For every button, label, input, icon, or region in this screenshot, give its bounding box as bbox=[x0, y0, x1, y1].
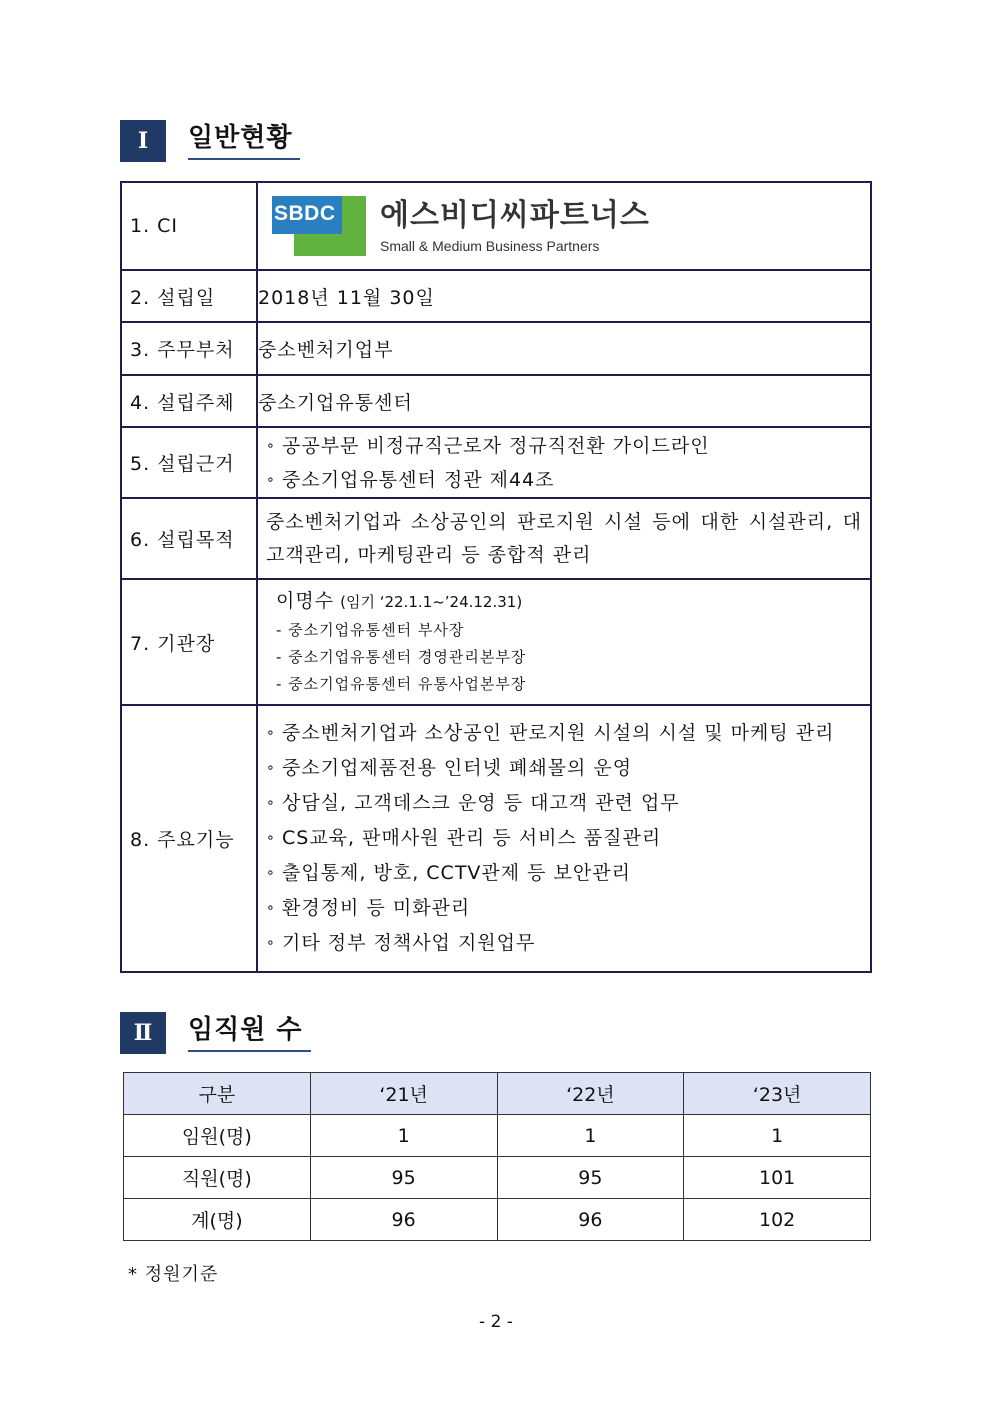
table-cell: 1 bbox=[497, 1115, 684, 1157]
table-cell: 임원(명) bbox=[124, 1115, 311, 1157]
footnote: * 정원기준 bbox=[128, 1264, 219, 1285]
functions-cell bbox=[257, 705, 871, 972]
ministry-label: 3. 주무부처 bbox=[121, 322, 257, 375]
list-item: ∘ CS교육, 판매사원 관리 등 서비스 품질관리 bbox=[266, 821, 862, 856]
ci-label: 1. CI bbox=[121, 182, 257, 270]
functions-row bbox=[121, 705, 871, 972]
functions-label: 8. 주요기능 bbox=[121, 705, 257, 972]
table-cell: 101 bbox=[684, 1157, 871, 1199]
purpose-text: 중소벤처기업과 소상공인의 판로지원 시설 등에 대한 시설관리, 대고객관리, 마케팅관리 등 종합적 관리 bbox=[266, 510, 862, 566]
table-header-cell: ‘21년 bbox=[310, 1073, 497, 1115]
bullet-icon: ∘ bbox=[266, 865, 276, 881]
founder-value: 중소기업유통센터 bbox=[257, 375, 871, 427]
ci-cell bbox=[257, 182, 871, 270]
list-item: ∘ 중소벤처기업과 소상공인 판로지원 시설의 시설 및 마케팅 관리 bbox=[266, 716, 862, 751]
head-label: 7. 기관장 bbox=[121, 579, 257, 705]
list-item: ∘ 환경정비 등 미화관리 bbox=[266, 891, 862, 926]
established-label: 2. 설립일 bbox=[121, 270, 257, 322]
page-number: - 2 - bbox=[479, 1312, 513, 1332]
basis-label: 5. 설립근거 bbox=[121, 427, 257, 498]
section-1-title: 일반현황 bbox=[188, 122, 300, 161]
purpose-cell bbox=[257, 498, 871, 579]
bullet-icon: ∘ bbox=[266, 437, 276, 454]
purpose-row bbox=[121, 498, 871, 579]
basis-row bbox=[121, 427, 871, 498]
table-row bbox=[124, 1157, 871, 1199]
list-item: ∘ 공공부문 비정규직근로자 정규직전환 가이드라인 bbox=[266, 429, 862, 463]
staff-count-table bbox=[123, 1072, 871, 1241]
general-info-table bbox=[120, 181, 872, 973]
table-header-cell: 구분 bbox=[124, 1073, 311, 1115]
table-cell: 96 bbox=[310, 1199, 497, 1241]
company-logo bbox=[258, 196, 870, 256]
table-cell: 직원(명) bbox=[124, 1157, 311, 1199]
ci-row bbox=[121, 182, 871, 270]
bullet-icon: ∘ bbox=[266, 830, 276, 846]
table-header-row bbox=[124, 1073, 871, 1115]
purpose-label: 6. 설립목적 bbox=[121, 498, 257, 579]
table-header-cell: ‘23년 bbox=[684, 1073, 871, 1115]
table-cell: 95 bbox=[310, 1157, 497, 1199]
head-career-item: - 중소기업유통센터 부사장 bbox=[276, 621, 465, 639]
logo-korean-name: 에스비디씨파트너스 bbox=[380, 198, 650, 233]
logo-mark-text: SBDC bbox=[274, 202, 336, 225]
list-item: ∘ 기타 정부 정책사업 지원업무 bbox=[266, 926, 862, 961]
table-cell: 1 bbox=[310, 1115, 497, 1157]
bullet-icon: ∘ bbox=[266, 760, 276, 776]
section-2-heading bbox=[120, 1012, 311, 1054]
table-cell: 1 bbox=[684, 1115, 871, 1157]
established-value: 2018년 11월 30일 bbox=[257, 270, 871, 322]
table-header-cell: ‘22년 bbox=[497, 1073, 684, 1115]
bullet-icon: ∘ bbox=[266, 725, 276, 741]
list-item: ∘ 상담실, 고객데스크 운영 등 대고객 관련 업무 bbox=[266, 786, 862, 821]
bullet-icon: ∘ bbox=[266, 471, 276, 488]
bullet-icon: ∘ bbox=[266, 935, 276, 951]
section-2-number: Ⅱ bbox=[120, 1012, 166, 1054]
head-term: (임기 ‘22.1.1~’24.12.31) bbox=[340, 593, 523, 611]
head-row bbox=[121, 579, 871, 705]
table-row bbox=[124, 1115, 871, 1157]
section-2-title: 임직원 수 bbox=[188, 1014, 311, 1053]
ministry-value: 중소벤처기업부 bbox=[257, 322, 871, 375]
logo-english-name: Small & Medium Business Partners bbox=[380, 238, 600, 254]
bullet-icon: ∘ bbox=[266, 900, 276, 916]
table-cell: 102 bbox=[684, 1199, 871, 1241]
list-item: ∘ 출입통제, 방호, CCTV관제 등 보안관리 bbox=[266, 856, 862, 891]
founder-row bbox=[121, 375, 871, 427]
established-row bbox=[121, 270, 871, 322]
section-1-heading bbox=[120, 120, 300, 162]
table-cell: 95 bbox=[497, 1157, 684, 1199]
logo-wordmark bbox=[380, 198, 650, 254]
table-cell: 계(명) bbox=[124, 1199, 311, 1241]
founder-label: 4. 설립주체 bbox=[121, 375, 257, 427]
head-career-item: - 중소기업유통센터 유통사업본부장 bbox=[276, 675, 527, 693]
ministry-row bbox=[121, 322, 871, 375]
basis-cell bbox=[257, 427, 871, 498]
list-item: ∘ 중소기업유통센터 정관 제44조 bbox=[266, 463, 862, 497]
table-cell: 96 bbox=[497, 1199, 684, 1241]
section-1-number: Ⅰ bbox=[120, 120, 166, 162]
head-career-item: - 중소기업유통센터 경영관리본부장 bbox=[276, 648, 527, 666]
bullet-icon: ∘ bbox=[266, 795, 276, 811]
list-item: ∘ 중소기업제품전용 인터넷 폐쇄몰의 운영 bbox=[266, 751, 862, 786]
head-name: 이명수 bbox=[276, 590, 335, 612]
sbdc-logo-mark-icon bbox=[272, 196, 366, 256]
table-row bbox=[124, 1199, 871, 1241]
head-cell bbox=[257, 579, 871, 705]
